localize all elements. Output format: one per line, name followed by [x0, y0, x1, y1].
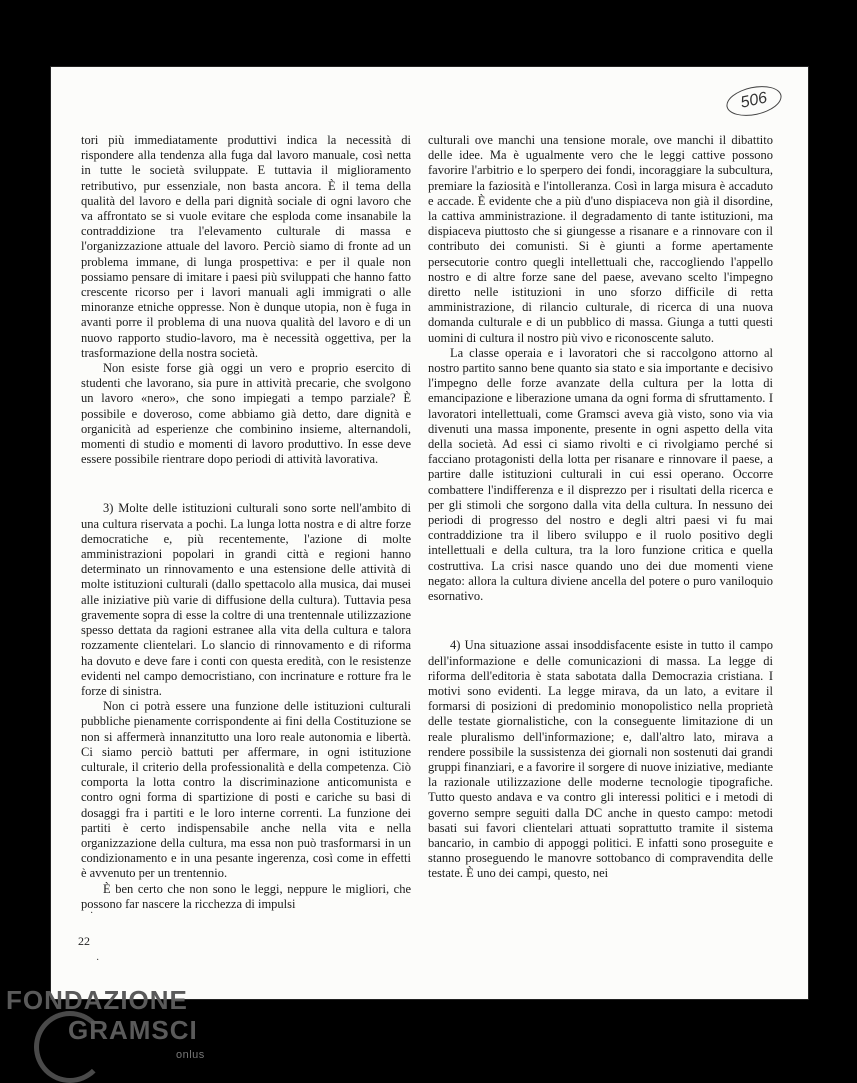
- foundation-watermark-logo: [6, 985, 226, 1075]
- watermark-line-1: FONDAZIONE: [6, 985, 188, 1015]
- page-number: 22: [78, 934, 90, 948]
- paragraph-section-4: 4) Una situazione assai insoddisfacente esiste in tutto il campo dell'informazione e delle comunicazioni di massa. La legge di riforma dell'editoria è stata sabotata dalla Democrazia cristiana. I motivi sono evidenti. La legge mirava, da un lato, a evitare il formarsi di posizioni di predominio monopolistico nella proprietà delle testate giornalistiche, con la conseguente limitazione di un reale pluralismo dell'informazione; e, dall'altro lato, mirava a rendere possibile la sussistenza dei giornali non sostenuti dai grandi gruppi finanziari, e a favorire il sorgere di nuove iniziative, mediante la razionale utilizzazione delle moderne tecnologie tipografiche. Tutto questo andava e va contro gli interessi politici e i metodi di governo sempre seguiti dalla DC anche in questo campo: metodi basati sui favori clientelari attuati soprattutto tramite il sistema bancario, in cambio di appoggi politici. E infatti sono proseguite e stanno proseguendo le manovre sottobanco di compravendita delle testate. È uno dei campi, questo, nei: [428, 638, 773, 881]
- paragraph: La classe operaia e i lavoratori che si raccolgono attorno al nostro partito sanno bene quanto sia stato e sia importante e decisivo l'impegno delle forze avanzate della cultura per la lotta di emancipazione e liberazione umana da ogni forma di sfruttamento. I lavoratori intellettuali, come Gramsci aveva già visto, sono via via divenuti una massa imponente, presente in ogni aspetto della vita della società. Ad essi ci siamo rivolti e ci rivolgiamo perché si facciano protagonisti della lotta per risanare e rinnovare il paese, a partire dalle istituzioni culturali in cui essi operano. Occorre combattere l'indifferenza e il disprezzo per i risultati della ricerca e per gli stimoli che sorgono dalla vita della cultura. In nessuno dei periodi di progresso del nostro e degli altri paesi vi fu mai contraddizione tra il libero sviluppo e il ruolo positivo degli intellettuali e della cultura, tra la loro funzione critica e quella costruttiva. La crisi nasce quando uno dei due momenti viene negato: allora la cultura diviene ancella del potere o puro vaniloquio esornativo.: [428, 345, 773, 604]
- archive-stamp: 506: [724, 81, 785, 120]
- right-text-column: [428, 133, 773, 882]
- paragraph: Non esiste forse già oggi un vero e proprio esercito di studenti che lavorano, sia pure in attività precarie, che svolgono un lavoro «nero», che sono impiegati a tempo parziale? È possibile e doveroso, come abbiamo già detto, dare dignità e organicità ad esperienze che combinino insieme, alternandoli, momenti di studio e momenti di lavoro produttivo. In esse deve essere possibile rientrare dopo periodi di attività lavorativa.: [81, 361, 411, 467]
- margin-mark: ·: [90, 908, 94, 919]
- paragraph: È ben certo che non sono le leggi, neppure le migliori, che possono far nascere la ricchezza di impulsi: [81, 881, 411, 911]
- paragraph: Non ci potrà essere una funzione delle istituzioni culturali pubbliche pienamente corrispondente ai fini della Costituzione se non si affermerà innanzitutto una loro reale autonomia e libertà. Ci siamo perciò battuti per affermare, in ogni istituzione culturale, il criterio della professionalità e della competenza. Ciò comporta la lotta contro la discriminazione anticomunista e contro ogni forma di spartizione di posti e cariche su basi di dosaggi fra i partiti e le loro interne correnti. La funzione dei partiti è certo indispensabile anche nella vita e nella organizzazione della cultura, ma essa non può trasformarsi in un condizionamento e in una pesante ingerenza, così come in effetti è avvenuto per un trentennio.: [81, 699, 411, 881]
- watermark-line-3: onlus: [176, 1049, 205, 1061]
- paragraph-section-3: 3) Molte delle istituzioni culturali sono sorte nell'ambito di una cultura riservata a pochi. La lunga lotta nostra e di altre forze democratiche e, più recentemente, l'azione di molte amministrazioni popolari in grandi città e regioni hanno determinato un rinnovamento e una estensione delle attività di molte istituzioni culturali (dallo spettacolo alla musica, dai musei alle iniziative più varie di diffusione della cultura). Tuttavia pesa gravemente sopra di esse la coltre di una trentennale utilizzazione spesso dettata da ragioni estranee alla vita della cultura e talora rozzamente clientelari. Lo slancio di rinnovamento e di riforma ha dovuto e deve fare i conti con questa eredità, con le resistenze evidenti nel campo democristiano, con incrinature e rotture fra le forze di sinistra.: [81, 501, 411, 698]
- paragraph: tori più immediatamente produttivi indica la necessità di rispondere alla tendenza alla fuga dal lavoro manuale, così netta in tutte le società sviluppate. E tuttavia il miglioramento retributivo, pur essenziale, non basta ancora. È il tema della qualità del lavoro e della pari dignità sociale di ogni lavoro che va affrontato se si vuole evitare che esploda come insanabile la contraddizione tra l'elevamento culturale di massa e l'organizzazione attuale del lavoro. Perciò siamo di fronte ad un problema immane, di lunga prospettiva: e per il quale non possiamo pensare di imitare i paesi più sviluppati che hanno fatto crescente ricorso per i lavori manuali agli immigrati o alle minoranze etniche oppresse. Non è dunque utopia, non è fuga in avanti porre il problema di una nuova qualità del lavoro e di un nuovo rapporto studio-lavoro, ma è necessità oggettiva, per la trasformazione della nostra società.: [81, 133, 411, 360]
- paragraph: culturali ove manchi una tensione morale, ove manchi il dibattito delle idee. Ma è ugualmente vero che le leggi cattive possono favorire l'arbitrio e lo sperpero dei fondi, incoraggiare la subcultura, premiare la faziosità e l'intolleranza. Così in larga misura è accaduto e accade. È evidente che a più d'uno dispiaceva non già il disordine, la cattiva amministrazione. il degradamento di tante istituzioni, ma dispiaceva piuttosto che si giungesse a risanare e a rinnovare con il contributo dei comunisti. Si è giunti a forme apertamente persecutorie contro quegli intellettuali che, raccogliendo l'appello nostro e di altre forze sane del paese, avevano scelto l'impegno diretto nelle istituzioni in uno sforzo difficile di retta amministrazione, di rilancio culturale, di ricerca di una nuova domanda culturale e di un pubblico di massa. Giunga a tutti questi uomini di cultura il nostro più vivo e riconoscente saluto.: [428, 133, 773, 345]
- margin-mark: ·: [96, 955, 100, 966]
- left-text-column: [81, 133, 411, 912]
- watermark-line-2: GRAMSCI: [68, 1015, 198, 1045]
